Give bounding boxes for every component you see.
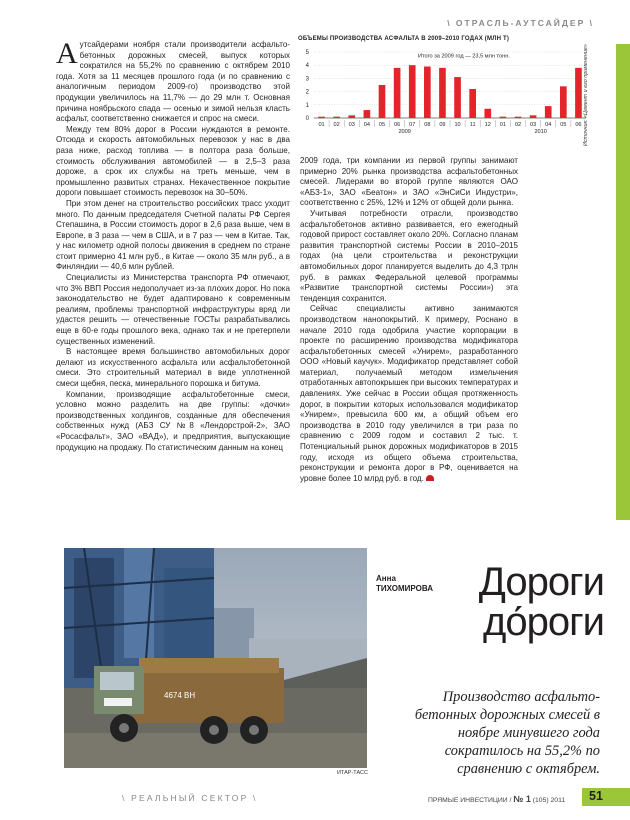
paragraph: Аутсайдерами ноября стали производители асфальто-бетонных дорожных смесей, выпуск которых сократился на 55,2% по сравнению с октябрем 2010 года. Хотя за 11 месяцев прошлого года (и по сравнению с аналогичным периодом 2009-го) производство этой продукции увеличилось на 11,7% — до 29 млн т. Основная причина ноябрьского спада — осенью и зимой нельзя класть асфальт, соответственно снижается и спрос на смеси. xyxy=(56,37,290,124)
year-label: 2009 xyxy=(398,129,411,135)
bar xyxy=(530,115,537,118)
x-tick-label: 06 xyxy=(393,122,401,128)
bar xyxy=(379,85,386,118)
lead-text: Производство асфальто-бетонных дорожных смесей в ноябре минувшего года сократилось на 55,2% по сравнению с октябрем. xyxy=(414,689,600,777)
x-tick-label: 01 xyxy=(499,122,507,128)
author-last-name: ТИХОМИРОВА xyxy=(376,584,434,593)
x-tick-label: 12 xyxy=(484,122,491,128)
x-tick-label: 08 xyxy=(424,122,431,128)
x-tick-label: 10 xyxy=(454,122,461,128)
paragraph: Сейчас специалисты активно занимаются производством нанопокрытий. К примеру, Роснано в начале 2010 года одобрила участие корпорации в проекте по расширению производства модификатора асфальтобетонных смесей «Унирем», разработанного ООО «Новый каучук». Модификатор представляет собой материал, получаемый методом измельчения отработанных автопокрышек при высоких температурах и давлениях. Уже сейчас в России общая протяженность дорог, в покрытии которых использовался модификатор «Унирем», превысила 600 км, а общий объем его производства в 2010 году увеличился в три раза по сравнению с 2009 годом и составил 2 тыс. т. Потенциальный рынок дорожных модификаторов в 2015 году, исходя из общего объема строительства, реконструкции и ремонта дорог в РФ, оценивается на уровне более 10 млрд руб. в год. xyxy=(300,304,518,483)
y-tick-label: 5 xyxy=(305,50,309,56)
paragraph: Компании, производящие асфальтобетонные смеси, условно можно разделить на две группы: «дочки» производственных холдингов, созданные для обеспечения собственных нужд (АБЗ СУ №8 «Лендорстрой-2», ЗАО «Росасфальт», ЗАО «ВАД»), и предприятия, выпускающие продукцию на продажу. По статистическим данным на конец xyxy=(56,389,290,452)
bar xyxy=(409,65,416,118)
x-tick-label: 01 xyxy=(318,122,325,128)
photo-asphalt-plant xyxy=(64,548,367,768)
headline-line-1: Дороги xyxy=(478,560,604,604)
x-tick-label: 02 xyxy=(514,122,522,128)
y-tick-label: 2 xyxy=(305,89,309,96)
year-label: 2010 xyxy=(534,129,547,135)
bar xyxy=(348,115,355,118)
chart-title: ОБЪЕМЫ ПРОИЗВОДСТВА АСФАЛЬТА В 2009–2010 ГОДАХ (МЛН Т) xyxy=(298,36,510,42)
x-tick-label: 06 xyxy=(575,122,582,128)
y-tick-label: 1 xyxy=(305,102,309,109)
article-column-2 xyxy=(300,156,518,484)
x-tick-label: 05 xyxy=(378,122,386,128)
page-number: 51 xyxy=(589,789,603,803)
bar xyxy=(469,89,476,118)
bar xyxy=(454,77,461,118)
bar xyxy=(364,110,371,118)
paragraph: При этом денег на строительство российских трасс уходит много. По данным председателя Счетной палаты РФ Сергея Степашина, в России стоимость дорог в 2,6 раза выше, чем в Европе, в 3 раза — чем в США, и в 7 раз — чем в Китае. Так, у нас километр одной полосы движения в среднем по стране стоит примерно 41 млн руб., в Китае — около 35 млн руб., а в Финляндии — 40,6 млн рублей. xyxy=(56,198,290,272)
x-tick-label: 03 xyxy=(529,122,537,128)
section-tag: \ ОТРАСЛЬ-АУТСАЙДЕР \ xyxy=(447,18,594,28)
photo-credit: ИТАР-ТАСС xyxy=(337,770,368,776)
bar xyxy=(575,68,582,118)
y-tick-label: 4 xyxy=(305,63,309,70)
footer-magazine: ПРЯМЫЕ ИНВЕСТИЦИИ / № 1 (105) 2011 xyxy=(428,794,566,804)
bar xyxy=(560,86,567,118)
author xyxy=(376,574,433,594)
dropcap: А xyxy=(56,37,78,70)
x-tick-label: 03 xyxy=(348,122,355,128)
bar xyxy=(500,117,507,118)
y-tick-label: 0 xyxy=(305,116,309,122)
headline xyxy=(440,562,604,642)
paragraph: 2009 года, три компании из первой группы занимают примерно 20% рынка производства асфальтобетонных смесей. Лидерами во второй группе являются ОАО «АБЗ-1», ЗАО «Беатон» и ЗАО «ЭнСиСи Индустри», соответственно с 25%, 12% и 12% от общей доли рынка. xyxy=(300,156,518,208)
bar xyxy=(318,117,325,118)
article-column-1 xyxy=(56,37,290,453)
paragraph: Между тем 80% дорог в России нуждаются в ремонте. Отсюда и скорость автомобильных перевозок у нас в два раза ниже, расход топлива — в полтора раза больше, стоимость обслуживания автомобилей — в 2,5–3 раза дороже, а срок их службы на треть меньше, чем в промышленно развитых странах. Некачественное покрытие дороги повышает стоимость перевозок на 30–50%. xyxy=(56,124,290,198)
x-tick-label: 11 xyxy=(469,122,476,128)
author-first-name: Анна xyxy=(376,574,396,583)
headline-line-2: до́роги xyxy=(482,600,604,644)
bar xyxy=(333,117,340,118)
bar xyxy=(424,67,431,118)
paragraph: В настоящее время большинство автомобильных дорог делают из искусственного асфальта или асфальтобетонной смеси. Это строительный материал в виде уплотненной смеси щебня, песка, минерального порошка и битума. xyxy=(56,347,290,388)
bar xyxy=(394,68,401,118)
x-tick-label: 07 xyxy=(409,122,416,128)
y-tick-label: 3 xyxy=(305,76,309,83)
chart xyxy=(298,36,590,148)
bar xyxy=(545,106,552,118)
chart-svg xyxy=(298,44,590,148)
chart-source: Источник: «Цемент и его применение» xyxy=(583,44,589,146)
bar xyxy=(484,109,491,118)
x-tick-label: 04 xyxy=(545,122,552,128)
paragraph: Учитывая потребности отрасли, производство асфальтобетонов активно развивается, его ежегодный годовой прирост составляет около 20%. Согласно планам развития транспортной системы России в 2010–2015 годах (на цели строительства и реконструкции автомобильных дорог планируется выделить до 4,3 трлн руб. в рамках Федеральной целевой программы «Развитие транспортной системы России») эта тенденция сохранится. xyxy=(300,208,518,303)
bar xyxy=(515,117,522,118)
plant-truck-image xyxy=(64,548,367,768)
accent-bar xyxy=(616,44,630,520)
bar xyxy=(439,68,446,118)
x-tick-label: 02 xyxy=(333,122,340,128)
truck-plate: 4674 ВН xyxy=(164,691,196,700)
paragraph: Специалисты из Министерства транспорта РФ отмечают, что 3% ВВП Россия недополучает из-за плохих дорог. Но пока законодательство не будет адаптировано к современным реалиям, проблемы транспортной инфраструктуры вряд ли удастся решить — отечественные ГОСТы разрабатывались еще в 60-е годы прошлого века, однако так и не претерпели существенных изменений. xyxy=(56,273,290,346)
footer-section: \ РЕАЛЬНЫЙ СЕКТОР \ xyxy=(122,793,258,803)
x-tick-label: 05 xyxy=(560,122,567,128)
x-tick-label: 09 xyxy=(439,122,446,128)
x-tick-label: 04 xyxy=(363,122,371,128)
chart-annotation: Итого за 2009 год — 23,5 млн тонн. xyxy=(418,53,510,60)
end-mark-icon xyxy=(426,475,434,481)
